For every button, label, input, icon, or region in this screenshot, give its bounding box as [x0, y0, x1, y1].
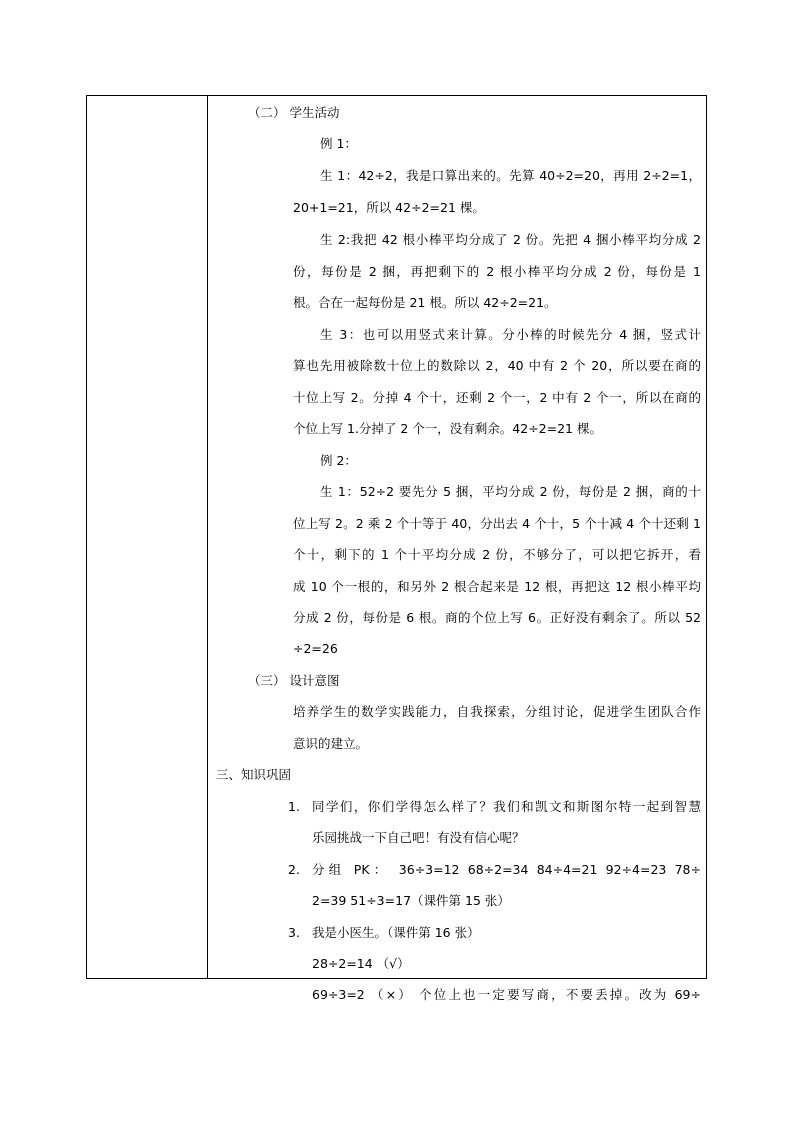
list-item-line: 乐园挑战一下自己吧！有没有信心呢？ — [312, 830, 525, 845]
column-divider — [207, 95, 208, 979]
list-item-line: 2=39 51÷3=17（课件第 15 张） — [312, 893, 510, 908]
list-number: 3. — [288, 925, 300, 940]
section-heading: （三） 设计意图 — [248, 673, 340, 688]
example-label: 例 1： — [320, 136, 357, 151]
paragraph-line: 个十，剩下的 1 个十平均分成 2 份，不够分了，可以把它拆开，看 — [293, 547, 701, 562]
paragraph-line: 个位上写 1.分掉了 2 个一，没有剩余。42÷2=21 棵。 — [293, 421, 602, 436]
paragraph-line: 分成 2 份，每份是 6 根。商的个位上写 6。正好没有剩余了。所以 52 — [293, 610, 701, 625]
paragraph-line: 意识的建立。 — [293, 736, 369, 751]
lesson-table — [86, 95, 707, 979]
paragraph-line: 份，每份是 2 捆，再把剩下的 2 根小棒平均分成 2 份，每份是 1 — [293, 264, 701, 279]
paragraph-line: 成 10 个一根的，和另外 2 根合起来是 12 根，再把这 12 根小棒平均 — [293, 579, 701, 594]
paragraph-line: 算也先用被除数十位上的数除以 2，40 中有 2 个 20，所以要在商的 — [293, 358, 701, 373]
correction-line: 28÷2=14 （√） — [312, 956, 410, 971]
paragraph-line: 根。合在一起每份是 21 根。所以 42÷2=21。 — [293, 295, 557, 310]
paragraph-line: 培养学生的数学实践能力，自我探索，分组讨论，促进学生团队合作 — [293, 704, 701, 719]
section-heading: 三、知识巩固 — [216, 767, 292, 782]
list-item-line: 我是小医生。（课件第 16 张） — [312, 925, 480, 940]
paragraph-line: 十位上写 2。分掉 4 个十，还剩 2 个一，2 中有 2 个一，所以在商的 — [293, 390, 701, 405]
paragraph-line: 生 3：也可以用竖式来计算。分小棒的时候先分 4 捆，竖式计 — [320, 327, 701, 342]
section-heading: （二） 学生活动 — [248, 105, 340, 120]
example-label: 例 2： — [320, 453, 357, 468]
correction-line: 69÷3=2 （×） 个位上也一定要写商，不要丢掉。改为 69÷ — [312, 987, 701, 1002]
paragraph-line: 生 2:我把 42 根小棒平均分成了 2 份。先把 4 捆小棒平均分成 2 — [320, 232, 701, 247]
list-number: 2. — [288, 862, 300, 877]
paragraph-line: 生 1：52÷2 要先分 5 捆，平均分成 2 份，每份是 2 捆，商的十 — [320, 484, 701, 499]
paragraph-line: 20+1=21，所以 42÷2=21 棵。 — [293, 200, 485, 215]
list-item-line: 同学们，你们学得怎么样了？我们和凯文和斯图尔特一起到智慧 — [312, 799, 701, 814]
list-item-line: 分组 PK： 36÷3=12 68÷2=34 84÷4=21 92÷4=23 78÷ — [312, 862, 701, 877]
list-number: 1. — [288, 799, 300, 814]
paragraph-line: 生 1：42÷2，我是口算出来的。先算 40÷2=20，再用 2÷2=1， — [320, 168, 701, 183]
paragraph-line: 位上写 2。2 乘 2 个十等于 40，分出去 4 个十，5 个十减 4 个十还剩 1 — [293, 516, 701, 531]
paragraph-line: ÷2=26 — [293, 641, 338, 656]
